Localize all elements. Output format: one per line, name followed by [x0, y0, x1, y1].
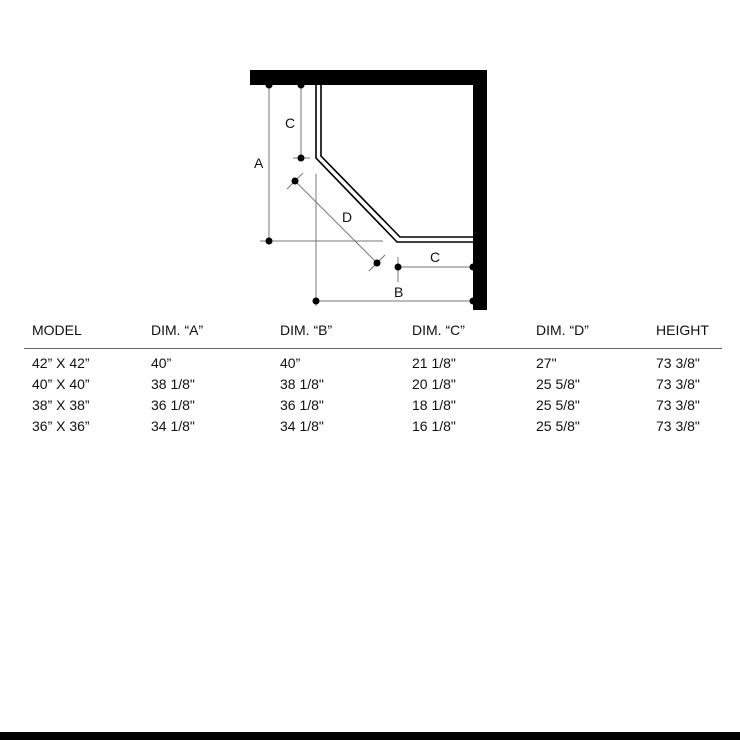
shower-enclosure-diagram	[0, 0, 740, 310]
table-row	[24, 395, 722, 416]
label-d: D	[342, 209, 353, 225]
cell-height: 73 3/8"	[656, 376, 700, 392]
dim-b-dot-right	[470, 298, 477, 305]
cell-model: 36” X 36”	[32, 418, 90, 434]
cell-model: 42” X 42”	[32, 355, 90, 371]
enclosure-outline-outer	[316, 85, 473, 242]
table-header-row	[24, 318, 722, 349]
table-row	[24, 416, 722, 437]
dim-a-dot-top	[266, 82, 273, 89]
side-wall	[473, 70, 487, 310]
cell-height: 73 3/8"	[656, 397, 700, 413]
cell-dim-b: 40”	[280, 355, 301, 371]
label-b: B	[394, 284, 404, 300]
cell-dim-a: 34 1/8"	[151, 418, 195, 434]
dim-d-dot-end	[374, 260, 381, 267]
cell-model: 40” X 40”	[32, 376, 90, 392]
cell-model: 38” X 38”	[32, 397, 90, 413]
dim-a-dot-bottom	[266, 238, 273, 245]
table-row	[24, 353, 722, 374]
dim-d-line	[295, 181, 377, 263]
cell-dim-c: 20 1/8"	[412, 376, 456, 392]
header-model: MODEL	[32, 322, 82, 338]
cell-height: 73 3/8"	[656, 418, 700, 434]
header-height: HEIGHT	[656, 322, 709, 338]
header-dim-c: DIM. “C”	[412, 322, 465, 338]
cell-dim-d: 25 5/8"	[536, 376, 580, 392]
header-dim-a: DIM. “A”	[151, 322, 204, 338]
cell-dim-a: 38 1/8"	[151, 376, 195, 392]
cell-height: 73 3/8"	[656, 355, 700, 371]
cell-dim-c: 16 1/8"	[412, 418, 456, 434]
dim-c-dot-bottom	[298, 155, 305, 162]
label-a: A	[254, 155, 264, 171]
dimensions-table	[24, 318, 722, 437]
table-body	[24, 349, 722, 437]
back-wall	[250, 70, 487, 85]
dim-c-dot-top	[298, 82, 305, 89]
cell-dim-d: 25 5/8"	[536, 397, 580, 413]
cell-dim-c: 21 1/8"	[412, 355, 456, 371]
bottom-border-bar	[0, 732, 740, 740]
dim-c-horizontal-dot-right	[470, 264, 477, 271]
header-dim-b: DIM. “B”	[280, 322, 333, 338]
table-row	[24, 374, 722, 395]
cell-dim-b: 38 1/8"	[280, 376, 324, 392]
header-dim-d: DIM. “D”	[536, 322, 589, 338]
cell-dim-b: 34 1/8"	[280, 418, 324, 434]
dim-b-dot-left	[313, 298, 320, 305]
cell-dim-a: 36 1/8"	[151, 397, 195, 413]
cell-dim-c: 18 1/8"	[412, 397, 456, 413]
dim-c-horizontal-dot-left	[395, 264, 402, 271]
label-c-horizontal: C	[430, 249, 441, 265]
dim-d-dot-start	[292, 178, 299, 185]
cell-dim-d: 25 5/8"	[536, 418, 580, 434]
cell-dim-d: 27"	[536, 355, 557, 371]
cell-dim-a: 40”	[151, 355, 172, 371]
cell-dim-b: 36 1/8"	[280, 397, 324, 413]
label-c-vertical: C	[285, 115, 296, 131]
